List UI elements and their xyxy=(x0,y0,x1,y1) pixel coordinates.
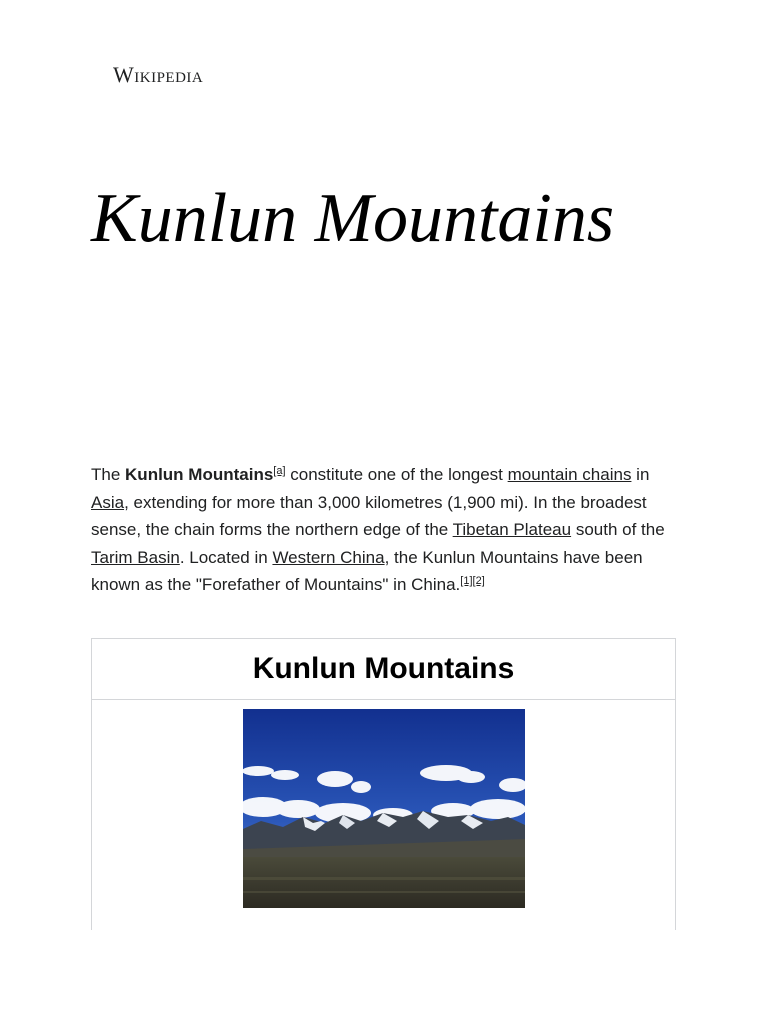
lead-text: The xyxy=(91,465,126,484)
lead-text: south of the xyxy=(571,520,665,539)
ref-1-link[interactable]: [1] xyxy=(460,575,473,587)
lead-paragraph xyxy=(91,461,681,599)
lead-text: . Located in xyxy=(179,547,273,567)
infobox-image[interactable] xyxy=(243,709,525,908)
note-a xyxy=(273,465,285,477)
link-western-china[interactable]: Western China xyxy=(272,547,385,567)
link-tarim-basin[interactable]: Tarim Basin xyxy=(91,547,180,567)
lead-bold-name: Kunlun Mountains xyxy=(125,465,274,484)
link-tibetan-plateau[interactable]: Tibetan Plateau xyxy=(452,520,572,539)
ref-2 xyxy=(473,575,485,587)
page-title: Kunlun Mountains xyxy=(91,180,615,257)
wikipedia-logo[interactable]: Wikipedia xyxy=(113,62,204,87)
lead-text: , the Kunlun Mountains have been known as the "Forefather of Mountains" in China. xyxy=(91,547,643,594)
note-a-link[interactable]: [a] xyxy=(273,465,286,477)
ref-2-link[interactable]: [2] xyxy=(472,575,485,587)
lead-text: , extending for more than 3,000 kilometres (1,900 mi). In the broadest sense, the chain forms the northern edge of the xyxy=(91,492,647,539)
infobox xyxy=(91,638,676,939)
link-asia[interactable]: Asia xyxy=(91,492,125,512)
ref-1 xyxy=(460,575,472,587)
lead-text: constitute one of the longest xyxy=(285,465,508,484)
link-mountain-chains[interactable]: mountain chains xyxy=(507,465,632,484)
page-bottom xyxy=(0,930,768,1024)
lead-text: in xyxy=(631,465,650,484)
mountain-photo xyxy=(243,709,525,908)
infobox-title: Kunlun Mountains xyxy=(92,639,675,700)
